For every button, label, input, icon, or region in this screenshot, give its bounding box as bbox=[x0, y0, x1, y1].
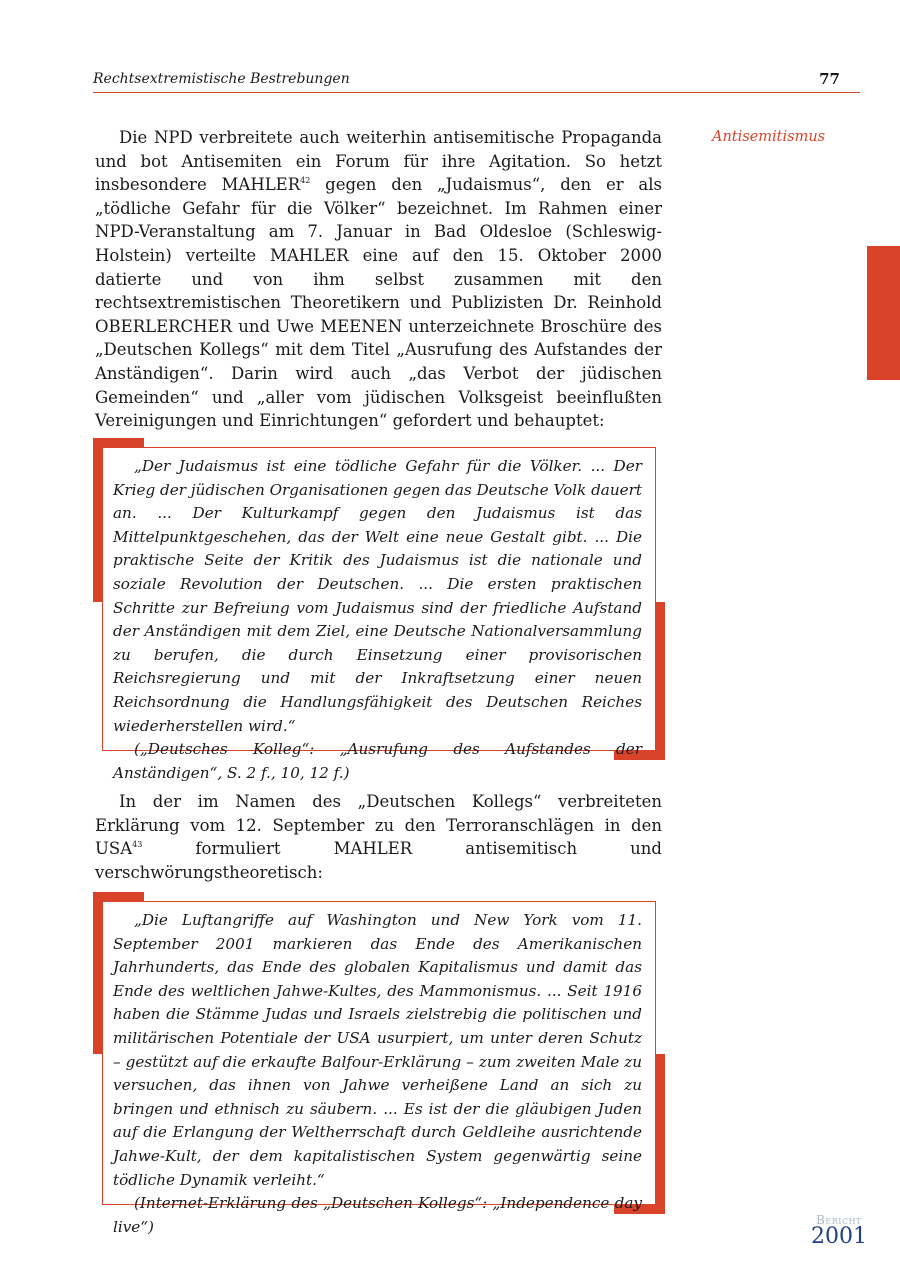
quote-2-source: (Internet-Erklärung des „Deutschen Kollegs“: „Independence day live“) bbox=[113, 1194, 642, 1236]
logo-year: 2001 bbox=[811, 1224, 867, 1249]
quote-1-text: „Der Judaismus ist eine tödliche Gefahr für die Völker. ... Der Krieg der jüdischen Organisationen gegen das Deutsche Volk dauert an. ... Der Kulturkampf gegen den Judaismus ist das Mittelpunktgeschehen, das der Welt eine neue Gestalt gibt. ... Die praktische Seite der Kritik des Judaismus ist die nationale und soziale Revolution der Deutschen. ... Die ersten praktischen Schritte zur Befreiung vom Judaismus sind der friedliche Aufstand der Anständigen mit dem Ziel, eine Deutsche Nationalversammlung zu berufen, die durch Einsetzung einer provisorischen Reichsregierung und mit der Inkraftsetzung einer neuen Reichsordnung die Handlungsfähigkeit des Deutschen Reiches wiederherstellen wird.“ bbox=[113, 457, 642, 735]
quote-bar-right bbox=[656, 602, 665, 760]
quote-1-frame bbox=[102, 447, 656, 782]
quote-bar-left bbox=[93, 892, 102, 1054]
quote-box-2 bbox=[93, 892, 665, 1236]
running-title: Rechtsextremistische Bestrebungen bbox=[93, 71, 350, 87]
page-number: 77 bbox=[819, 70, 840, 88]
quote-1-source: („Deutsches Kolleg“: „Ausrufung des Aufstandes der Anständigen“, S. 2 f., 10, 12 f.) bbox=[113, 740, 642, 782]
margin-note: Antisemitismus bbox=[712, 129, 826, 145]
report-logo bbox=[804, 1214, 874, 1248]
footnote-ref-43[interactable]: 43 bbox=[132, 840, 143, 850]
paragraph-1: Die NPD verbreitete auch weiterhin antisemitische Propaganda und bot Antisemiten ein Forum für ihre Agitation. So hetzt insbesondere MAHLER$^{42}$ gegen den „Judaismus“, den er als „tödliche Gefahr für die Völker“ bezeichnet. Im Rahmen einer NPD-Veranstaltung am 7. Januar in Bad Oldesloe (Schleswig-Holstein) verteilte MAHLER eine auf den 15. Oktober 2000 datierte und von ihm selbst zusammen mit den rechtsextremistischen Theoretikern und Publizisten Dr. Reinhold OBERLERCHER und Uwe MEENEN unterzeichnete Broschüre des „Deutschen Kollegs“ mit dem Titel „Ausrufung des Aufstandes der Anständigen“. Darin wird auch „das Verbot der jüdischen Gemeinden“ und „aller vom jüdischen Volksgeist beeinflußten Vereinigungen und Einrichtungen“ gefordert und behauptet: bbox=[95, 128, 663, 431]
footnote-ref-42[interactable]: 42 bbox=[300, 176, 311, 186]
logo-word: Bericht bbox=[816, 1213, 862, 1227]
quote-2-frame bbox=[102, 901, 656, 1236]
quote-box-1 bbox=[93, 438, 665, 782]
paragraph-2: In der im Namen des „Deutschen Kollegs“ verbreiteten Erklärung vom 12. September zu den Terroranschlägen in den USA$^{43}$ formuliert MAHLER antisemitisch und verschwörungstheoretisch: bbox=[95, 792, 662, 882]
quote-2-text: „Die Luftangriffe auf Washington und New York vom 11. September 2001 markieren das Ende des Amerikanischen Jahrhunderts, das Ende des globalen Kapitalismus und damit das Ende des weltlichen Jahwe-Kultes, des Mammonismus. ... Seit 1916 haben die Stämme Judas und Israels zielstrebig die politischen und militärischen Potentiale der USA usurpiert, um unter deren Schutz – gestützt auf die erkaufte Balfour-Erklärung – zum zweiten Male zu versuchen, das ihnen von Jahwe verheißene Land an sich zu bringen und ethnisch zu säubern. ... Es ist der die gläubigen Juden auf die Erlangung der Weltherrschaft durch Geldleihe ausrichtende Jahwe-Kult, der dem kapitalistischen System gegenwärtig seine tödliche Dynamik verleiht.“ bbox=[113, 911, 642, 1189]
chapter-edge-tab bbox=[867, 246, 900, 380]
quote-bar-right bbox=[656, 1054, 665, 1214]
quote-bar-left bbox=[93, 438, 102, 602]
running-head bbox=[93, 70, 860, 93]
